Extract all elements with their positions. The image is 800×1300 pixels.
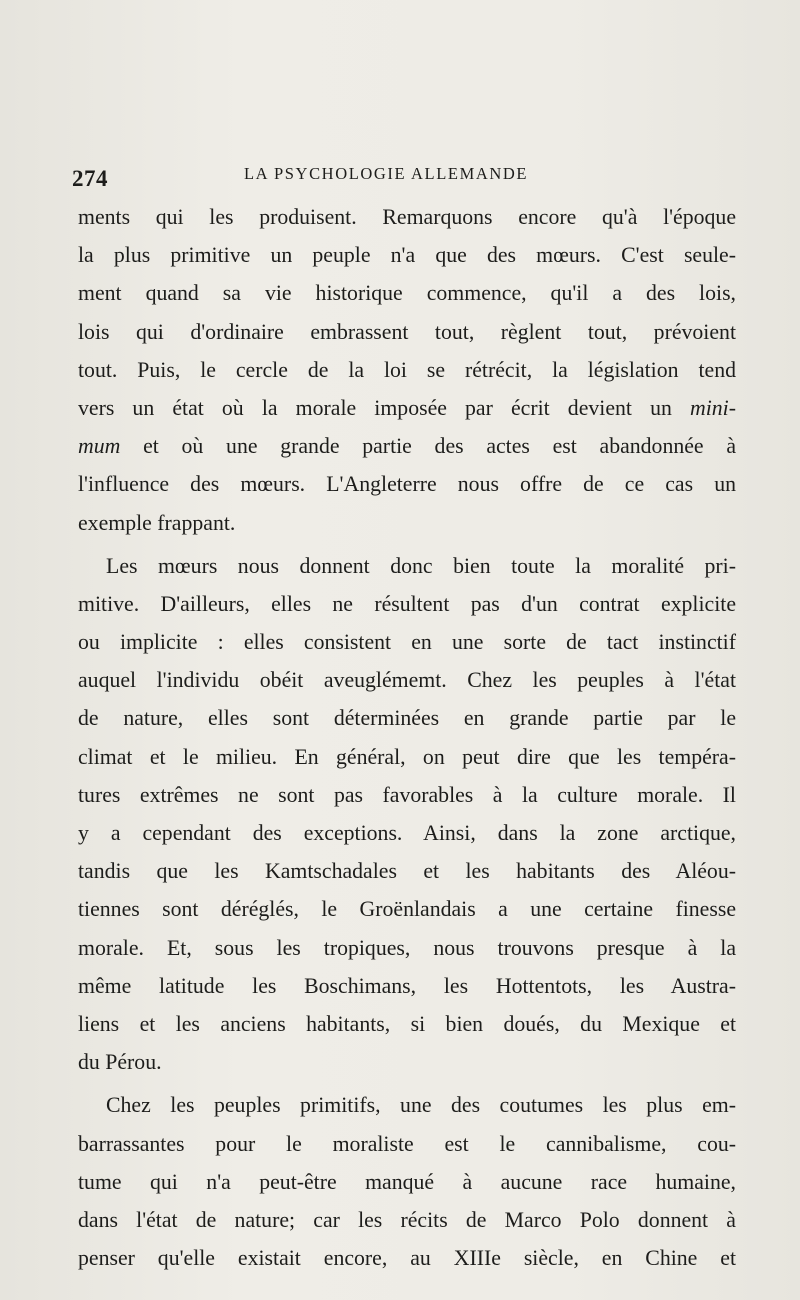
text-line: l'influence des mœurs. L'Angleterre nous offre de ce cas un xyxy=(78,472,736,497)
text-line: Chez les peuples primitifs, une des coutumes les plus em- xyxy=(106,1093,736,1118)
body-text xyxy=(78,198,736,1277)
text-line: tiennes sont déréglés, le Groënlandais a une certaine finesse xyxy=(78,897,736,922)
page-header xyxy=(72,160,752,194)
paragraph xyxy=(78,1086,736,1277)
text-line: du Pérou. xyxy=(78,1050,162,1075)
running-head: LA PSYCHOLOGIE ALLEMANDE xyxy=(244,164,529,183)
text-line: penser qu'elle existait encore, au XIIIe siècle, en Chine et xyxy=(78,1246,736,1271)
text-line: ment quand sa vie historique commence, qu'il a des lois, xyxy=(78,281,736,306)
text-line: ou implicite : elles consistent en une sorte de tact instinctif xyxy=(78,630,736,655)
text-line: auquel l'individu obéit aveuglémemt. Chez les peuples à l'état xyxy=(78,668,736,693)
text-line: ments qui les produisent. Remarquons encore qu'à l'époque xyxy=(78,205,736,229)
text-line: la plus primitive un peuple n'a que des mœurs. C'est seule- xyxy=(78,243,736,268)
text-line: barrassantes pour le moraliste est le cannibalisme, cou- xyxy=(78,1131,736,1156)
text-line: tandis que les Kamtschadales et les habitants des Aléou- xyxy=(78,859,736,884)
text-line: climat et le milieu. En général, on peut dire que les tempéra- xyxy=(78,744,736,769)
text-line: tures extrêmes ne sont pas favorables à la culture morale. Il xyxy=(78,782,736,807)
text-line: mitive. D'ailleurs, elles ne résultent pas d'un contrat explicite xyxy=(78,591,736,616)
text-line: même latitude les Boschimans, les Hottentots, les Austra- xyxy=(78,973,736,998)
text-line: dans l'état de nature; car les récits de Marco Polo donnent à xyxy=(78,1207,736,1232)
text-line: tout. Puis, le cercle de la loi se rétrécit, la législation tend xyxy=(78,357,736,382)
text-line: tume qui n'a peut-être manqué à aucune race humaine, xyxy=(78,1169,736,1194)
text-line: de nature, elles sont déterminées en grande partie par le xyxy=(78,706,736,731)
paragraph xyxy=(78,547,736,1082)
text-line: Les mœurs nous donnent donc bien toute la moralité pri- xyxy=(106,553,736,578)
text-line: exemple frappant. xyxy=(78,510,236,535)
text-line: y a cependant des exceptions. Ainsi, dans la zone arctique, xyxy=(78,821,736,845)
text-line: vers un état où la morale imposée par écrit devient un mini- xyxy=(78,395,736,420)
page-number: 274 xyxy=(72,166,108,191)
text-line: lois qui d'ordinaire embrassent tout, règlent tout, prévoient xyxy=(78,319,736,344)
paragraph xyxy=(78,198,736,542)
text-line: mum et où une grande partie des actes est abandonnée à xyxy=(78,434,736,459)
text-line: liens et les anciens habitants, si bien doués, du Mexique et xyxy=(78,1011,736,1036)
text-line: morale. Et, sous les tropiques, nous trouvons presque à la xyxy=(78,935,736,960)
